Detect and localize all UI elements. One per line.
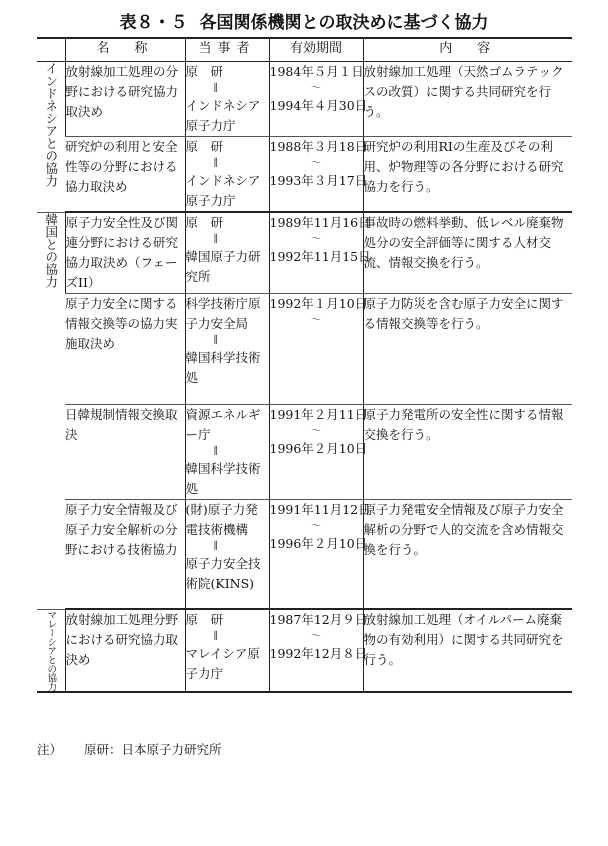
period-start: 1991年11月12日 [269,502,371,517]
period-start: 1988年３月18日 [269,139,368,154]
agreement-content: 放射線加工処理（オイルパーム廃棄物の有効利用）に関する共同研究を行う。 [363,609,572,692]
party-cell [185,294,269,405]
separator-mark: ∥ [213,446,219,457]
table-number: 表８・５ [119,13,188,33]
agreement-content: 原子力発電所の安全性に関する情報交換を行う。 [363,405,572,500]
agreement-name: 日韓規制情報交換取決 [65,405,185,500]
tilde-mark: 〜 [311,631,321,642]
country-cell-korea [37,212,65,609]
header-blank [37,38,65,62]
period-start: 1987年12月９日 [269,612,368,627]
tilde-mark: 〜 [311,521,321,532]
party-cell [185,137,269,213]
agreement-name: 原子力安全に関する情報交換等の協力実施取決め [65,294,185,405]
tilde-mark: 〜 [311,234,321,245]
period-start: 1992年１月10日 [269,296,368,311]
country-label: 韓国との協力 [43,212,59,288]
table-row [37,137,572,213]
agreement-name: 原子力安全情報及び原子力安全解析の分野における技術協力 [65,500,185,610]
period-cell [269,212,371,294]
party-cell [185,62,269,137]
period-end: 1992年12月８日 [269,646,368,661]
table-row [37,609,572,692]
party-b: マレイシア原子力庁 [185,646,260,681]
tilde-mark: 〜 [311,315,321,326]
agreement-content: 原子力防災を含む原子力安全に関する情報交換等を行う。 [363,294,572,405]
party-a: 原 研 [185,64,224,79]
footnote-text: 原研：日本原子力研究所 [84,742,222,757]
footnote [37,740,222,758]
party-a: 科学技術庁原子力安全局 [185,296,261,331]
period-start: 1989年11月16日 [269,215,371,230]
table-row [37,212,572,294]
agreement-name: 放射線加工処理分野における研究協力取決め [65,609,185,692]
tilde-mark: 〜 [311,83,321,94]
party-a: 資源エネルギー庁 [185,407,261,442]
period-cell [269,62,368,137]
agreement-name: 放射線加工処理の分野における研究協力取決め [65,62,185,137]
party-b: 韓国科学技術処 [185,461,261,496]
tilde-mark: 〜 [311,426,321,437]
separator-mark: ∥ [213,83,219,94]
header-row [37,38,572,62]
period-cell [269,405,368,500]
table-title [0,8,608,33]
party-b: 原子力安全技術院(KINS) [185,556,261,591]
agreement-name: 研究炉の利用と安全性等の分野における協力取決め [65,137,185,213]
country-label: マレーシアとの協力 [45,609,57,691]
footnote-label: 注） [37,742,63,757]
header-party: 当事者 [185,38,269,62]
period-cell [269,294,368,405]
agreements-table [37,37,572,693]
separator-mark: ∥ [213,335,219,346]
period-cell [269,609,368,692]
period-end: 1996年２月10日 [269,441,368,456]
country-cell-indonesia [37,62,65,213]
separator-mark: ∥ [213,631,219,642]
period-cell [269,500,371,610]
party-cell [185,500,269,610]
period-end: 1996年２月10日 [269,536,368,551]
party-b: インドネシア原子力庁 [185,173,261,208]
party-b: 韓国原子力研究所 [185,249,261,284]
tilde-mark: 〜 [311,158,321,169]
separator-mark: ∥ [213,541,219,552]
header-name: 名 称 [65,38,185,62]
agreement-content: 事故時の燃料挙動、低レベル廃棄物処分の安全評価等に関する人材交流、情報交換を行う。 [363,212,572,294]
period-end: 1992年11月15日 [269,249,371,264]
agreement-name: 原子力安全性及び関連分野における研究協力取決め（フェーズII） [65,212,185,294]
period-end: 1994年４月30日 [269,98,368,113]
period-end: 1993年３月17日 [269,173,368,188]
party-a: 原 研 [185,139,224,154]
agreement-content: 放射線加工処理（天然ゴムラテックスの改質）に関する共同研究を行う。 [363,62,572,137]
country-cell-malaysia [37,609,65,692]
country-label: インドネシアとの協力 [43,62,59,187]
table-row [37,405,572,500]
table-row [37,294,572,405]
table-caption: 各国関係機関との取決めに基づく協力 [199,13,489,33]
table-row [37,62,572,137]
party-b: 韓国科学技術処 [185,350,261,385]
party-cell [185,405,269,500]
agreement-content: 研究炉の利用RIの生産及びその利用、炉物理等の各分野における研究協力を行う。 [363,137,572,213]
separator-mark: ∥ [213,234,219,245]
separator-mark: ∥ [213,158,219,169]
header-period: 有効期間 [269,38,363,62]
header-content: 内 容 [363,38,572,62]
party-cell [185,212,269,294]
period-start: 1991年２月11日 [269,407,368,422]
party-a: (財)原子力発電技術機構 [185,502,258,537]
party-a: 原 研 [185,215,224,230]
agreement-content: 原子力発電安全情報及び原子力安全解析の分野で人的交流を含め情報交換を行う。 [363,500,572,610]
period-cell [269,137,368,213]
party-b: インドネシア原子力庁 [185,98,261,133]
party-a: 原 研 [185,612,224,627]
table-row [37,500,572,610]
party-cell [185,609,269,692]
period-start: 1984年５月１日 [269,64,364,79]
